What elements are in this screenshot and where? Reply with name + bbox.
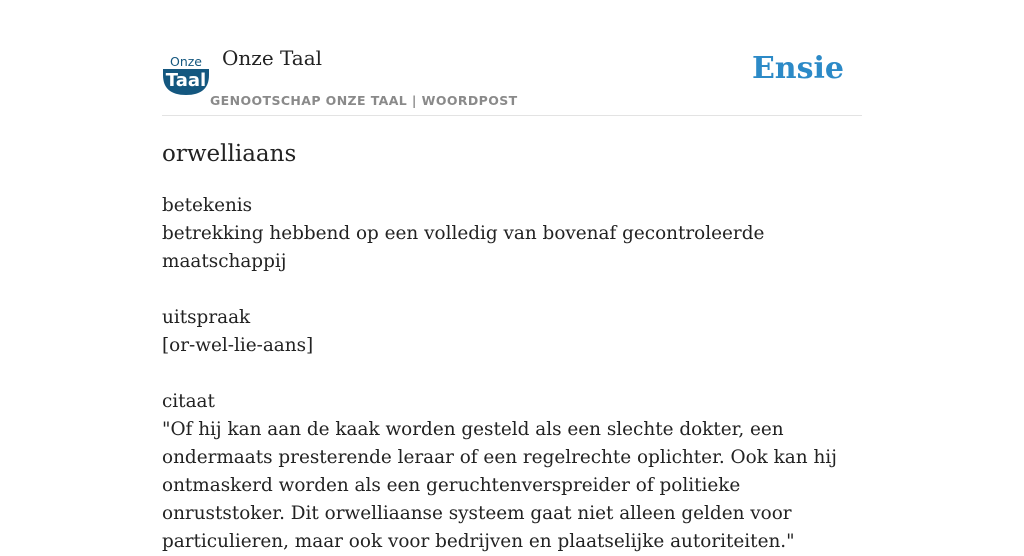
logo-bottom-text: Taal [165, 70, 207, 91]
meaning-text: betrekking hebbend op een volledig van bovenaf gecontroleerde maatschappij [162, 223, 765, 272]
meaning-label: betekenis [162, 195, 253, 216]
quote-text: "Of hij kan aan de kaak worden gesteld als een slechte dokter, een ondermaats presterende leraar of een regelrechte oplichter. Ook kan hij ontmaskerd worden als een geruchtenverspreider of politieke onruststoker. Dit orwelliaanse systeem gaat niet alleen gelden voor particulieren, maar ook voor bedrijven en plaatselijke autoriteiten." [162, 419, 837, 552]
spacer [162, 360, 862, 388]
brand-name[interactable]: Onze Taal [222, 46, 323, 70]
spacer [162, 276, 862, 304]
onze-taal-logo[interactable] [162, 50, 210, 96]
entry-header [162, 0, 862, 116]
entry-card [162, 0, 862, 552]
quote-label: citaat [162, 391, 215, 412]
pronunciation-text: [or-wel-lie-aans] [162, 335, 314, 356]
entry-body [162, 192, 862, 556]
logo-top-text: Onze [169, 54, 203, 69]
source-subtitle: GENOOTSCHAP ONZE TAAL | WOORDPOST [210, 93, 518, 108]
entry-title: orwelliaans [162, 141, 297, 167]
pronunciation-label: uitspraak [162, 307, 251, 328]
ensie-logo-link[interactable]: Ensie [751, 51, 844, 86]
